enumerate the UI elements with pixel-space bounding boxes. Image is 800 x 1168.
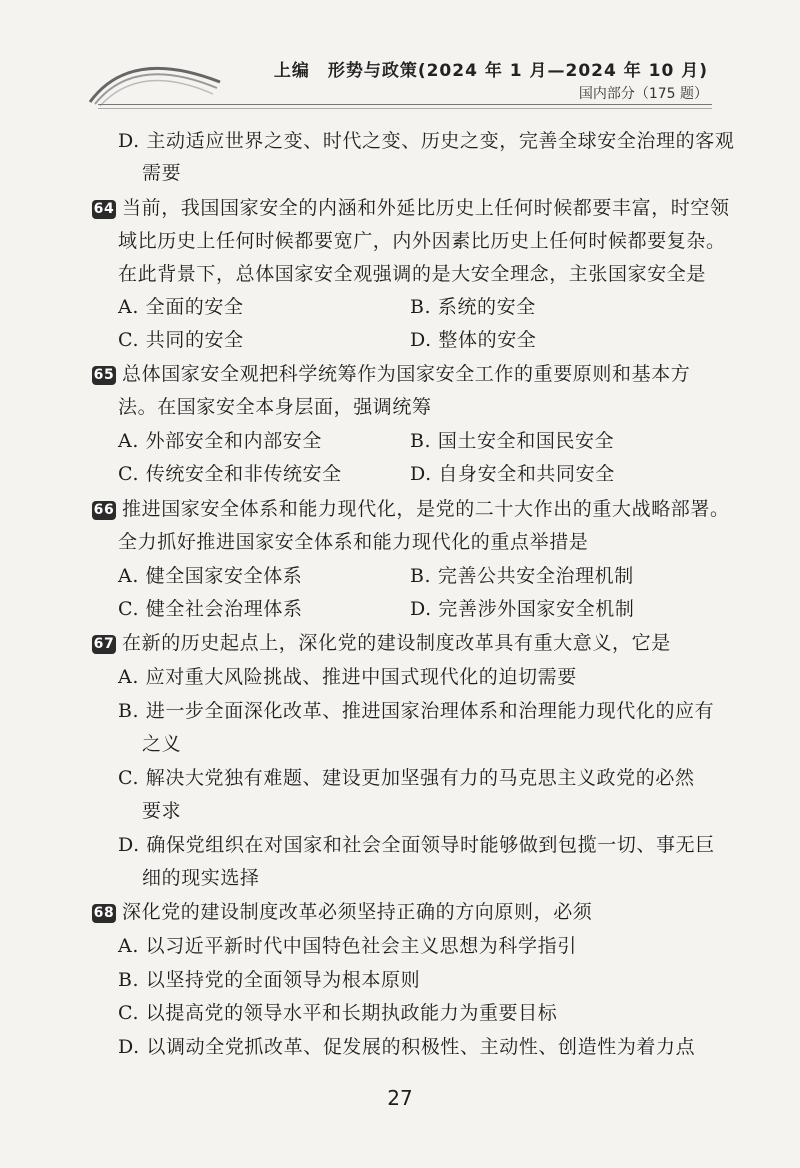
q66-option-c: C. 健全社会治理体系 bbox=[118, 598, 303, 620]
q64-stem-text1: 当前，我国国家安全的内涵和外延比历史上任何时候都要丰富，时空领 bbox=[122, 197, 730, 219]
q68-option-d: D. 以调动全党抓改革、促发展的积极性、主动性、创造性为着力点 bbox=[118, 1036, 696, 1058]
q66-option-a: A. 健全国家安全体系 bbox=[118, 565, 303, 587]
q67-option-b-line1: B. 进一步全面深化改革、推进国家治理体系和治理能力现代化的应有 bbox=[118, 700, 715, 722]
q63-option-d-line1: D. 主动适应世界之变、时代之变、历史之变，完善全球安全治理的客观 bbox=[118, 130, 735, 152]
header-subtitle: 国内部分（175 题） bbox=[578, 86, 708, 102]
decorative-arc-graphic bbox=[85, 52, 225, 107]
q67-stem-line1 bbox=[92, 628, 671, 658]
q67-option-d-line2: 细的现实选择 bbox=[142, 867, 260, 889]
q68-option-b: B. 以坚持党的全面领导为根本原则 bbox=[118, 969, 421, 991]
page-number: 27 bbox=[387, 1086, 413, 1110]
q66-option-b: B. 完善公共安全治理机制 bbox=[410, 565, 634, 587]
q67-number-badge: 67 bbox=[93, 636, 115, 652]
q65-option-a: A. 外部安全和内部安全 bbox=[118, 430, 323, 452]
q65-option-b: B. 国土安全和国民安全 bbox=[410, 430, 615, 452]
q63-option-d-line2: 需要 bbox=[142, 162, 182, 184]
q64-number-badge: 64 bbox=[93, 201, 115, 217]
q68-option-c: C. 以提高党的领导水平和长期执政能力为重要目标 bbox=[118, 1002, 558, 1024]
q64-stem-line2: 域比历史上任何时候都要宽广，内外因素比历史上任何时候都要复杂。 bbox=[118, 230, 726, 252]
q67-option-c-line1: C. 解决大党独有难题、建设更加坚强有力的马克思主义政党的必然 bbox=[118, 767, 695, 789]
q67-option-a: A. 应对重大风险挑战、推进中国式现代化的迫切需要 bbox=[118, 666, 577, 688]
q65-stem-line1 bbox=[92, 359, 690, 389]
q65-number-badge: 65 bbox=[93, 367, 115, 383]
q64-option-d: D. 整体的安全 bbox=[410, 329, 537, 351]
q65-option-c: C. 传统安全和非传统安全 bbox=[118, 463, 342, 485]
q67-option-b-line2: 之义 bbox=[142, 733, 182, 755]
q65-option-d: D. 自身安全和共同安全 bbox=[410, 463, 615, 485]
q66-number-badge: 66 bbox=[93, 502, 115, 518]
q67-option-c-line2: 要求 bbox=[142, 800, 182, 822]
page-header bbox=[0, 0, 800, 110]
q65-stem-text1: 总体国家安全观把科学统筹作为国家安全工作的重要原则和基本方 bbox=[122, 363, 691, 385]
q66-stem-line2: 全力抓好推进国家安全体系和能力现代化的重点举措是 bbox=[118, 531, 589, 553]
q64-option-a: A. 全面的安全 bbox=[118, 296, 244, 318]
q68-number-badge: 68 bbox=[93, 905, 115, 921]
q64-stem-line1 bbox=[92, 193, 730, 223]
q68-stem-text1: 深化党的建设制度改革必须坚持正确的方向原则，必须 bbox=[122, 901, 593, 923]
q65-stem-line2: 法。在国家安全本身层面，强调统筹 bbox=[118, 396, 432, 418]
q66-stem-text1: 推进国家安全体系和能力现代化，是党的二十大作出的重大战略部署。 bbox=[122, 498, 730, 520]
q67-option-d-line1: D. 确保党组织在对国家和社会全面领导时能够做到包揽一切、事无巨 bbox=[118, 834, 715, 856]
header-divider bbox=[98, 104, 712, 109]
q67-stem-text1: 在新的历史起点上，深化党的建设制度改革具有重大意义，它是 bbox=[122, 632, 671, 654]
header-title: 上编 形势与政策(2024 年 1 月—2024 年 10 月) bbox=[273, 61, 708, 81]
q64-option-b: B. 系统的安全 bbox=[410, 296, 536, 318]
q64-stem-line3: 在此背景下，总体国家安全观强调的是大安全理念，主张国家安全是 bbox=[118, 263, 707, 285]
q64-option-c: C. 共同的安全 bbox=[118, 329, 244, 351]
q66-stem-line1 bbox=[92, 494, 730, 524]
q68-option-a: A. 以习近平新时代中国特色社会主义思想为科学指引 bbox=[118, 935, 577, 957]
q66-option-d: D. 完善涉外国家安全机制 bbox=[410, 598, 635, 620]
q68-stem-line1 bbox=[92, 897, 592, 927]
